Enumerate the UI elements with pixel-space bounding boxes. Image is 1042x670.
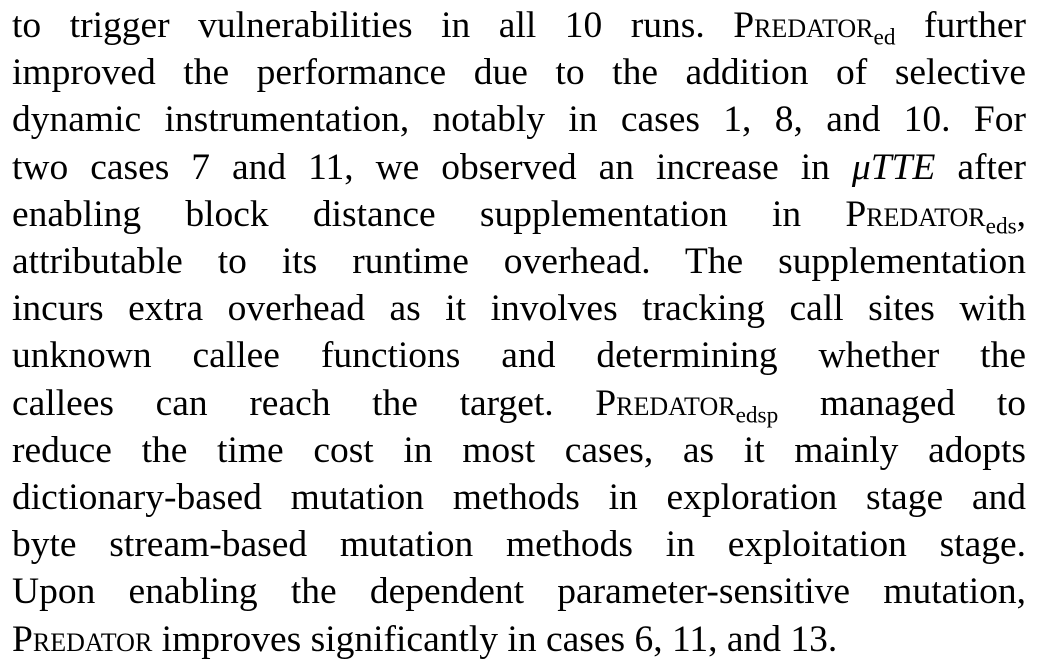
text-line: callees can reach the target. Predator$_{edsp}$ managed to	[12, 382, 1027, 429]
text-line: Predator improves significantly in cases 6, 11, and 13.	[12, 618, 838, 660]
text-line: enabling block distance supplementation in Predator$_{eds}$,	[12, 193, 1026, 240]
text-line: two cases 7 and 11, we observed an increase in μTTE after	[12, 146, 1027, 188]
tool-name: Predator	[595, 382, 736, 424]
body-paragraph	[12, 2, 1026, 663]
tool-name: Predator	[12, 618, 153, 660]
variant-subscript: ed	[873, 24, 896, 51]
text-line: to trigger vulnerabilities in all 10 runs. Predator$_{ed}$ further	[12, 5, 1026, 51]
metric-math: μTTE	[851, 146, 936, 188]
text-line: improved the performance due to the addition of selective	[12, 52, 1026, 94]
tool-name: Predator	[733, 5, 874, 46]
text-line: Upon enabling the dependent parameter-sensitive mutation,	[12, 571, 1026, 613]
text-line: dictionary-based mutation methods in exploration stage and	[12, 477, 1026, 519]
text-line: reduce the time cost in most cases, as it mainly adopts	[12, 429, 1026, 471]
variant-subscript: eds	[985, 213, 1017, 240]
tool-name: Predator	[845, 193, 986, 235]
text-line: attributable to its runtime overhead. The supplementation	[12, 241, 1026, 283]
text-line: dynamic instrumentation, notably in cases 1, 8, and 10. For	[12, 99, 1026, 141]
text-line: unknown callee functions and determining whether the	[12, 335, 1026, 377]
text-line: incurs extra overhead as it involves tracking call sites with	[12, 288, 1026, 330]
text-line: byte stream-based mutation methods in exploitation stage.	[12, 524, 1026, 566]
variant-subscript: edsp	[735, 402, 779, 429]
